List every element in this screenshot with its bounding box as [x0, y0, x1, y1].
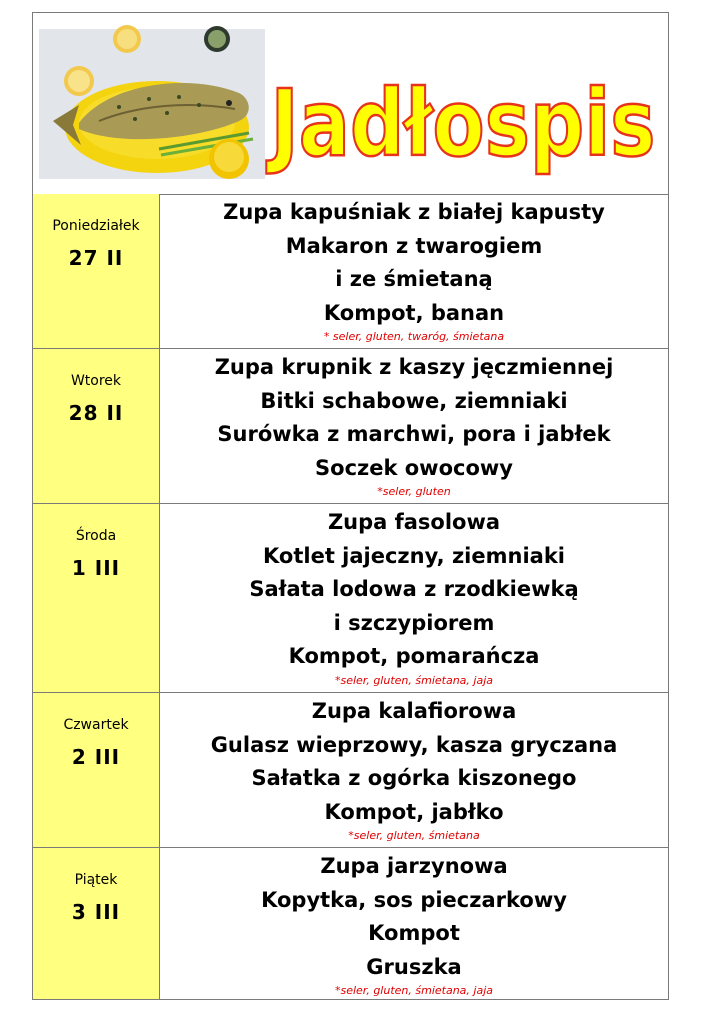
menu-cell	[160, 850, 668, 998]
day-cell	[33, 848, 160, 999]
menu-sheet	[32, 12, 669, 1000]
day-row-monday	[33, 194, 668, 349]
dish-item: Kompot, jabłko	[324, 799, 504, 824]
day-date: 1 III	[71, 556, 121, 580]
dish-item: Kompot, banan	[323, 300, 505, 325]
day-cell	[33, 194, 160, 348]
dish-item: Kopytka, sos pieczarkowy	[261, 887, 567, 912]
dish-item: Zupa fasolowa	[327, 510, 501, 534]
dish-item: Zupa kapuśniak z białej kapusty	[223, 200, 605, 224]
dish-item: Surówka z marchwi, pora i jabłek	[217, 422, 611, 446]
allergen-note: *seler, gluten	[377, 485, 451, 498]
day-cell	[33, 504, 160, 692]
day-row-tuesday	[33, 349, 668, 504]
dish-item: Gulasz wieprzowy, kasza gryczana	[210, 732, 618, 757]
dish-item: Bitki schabowe, ziemniaki	[260, 388, 568, 413]
day-cell	[33, 693, 160, 847]
day-cell	[33, 349, 160, 503]
day-date: 27 II	[68, 246, 124, 270]
dish-item: Zupa jarzynowa	[320, 854, 508, 878]
allergen-note: * seler, gluten, twaróg, śmietana	[323, 330, 505, 343]
page-title: Jadłospis	[265, 70, 656, 177]
menu-cell	[160, 506, 668, 688]
dish-item: Zupa kalafiorowa	[311, 699, 517, 723]
day-row-friday	[33, 848, 668, 999]
dish-item: Soczek owocowy	[315, 455, 513, 480]
dish-item: Zupa krupnik z kaszy jęczmiennej	[214, 355, 614, 379]
day-name: Środa	[75, 528, 117, 544]
dish-item: Gruszka	[366, 954, 462, 979]
dish-item: Kompot	[368, 921, 460, 945]
allergen-note: *seler, gluten, śmietana, jaja	[334, 673, 493, 687]
dish-item: Sałata lodowa z rzodkiewką	[249, 577, 579, 601]
day-date: 2 III	[71, 745, 121, 769]
day-name: Wtorek	[70, 373, 122, 389]
fish-on-plate-icon	[39, 29, 265, 179]
day-row-wednesday	[33, 504, 668, 693]
dish-item: Sałatka z ogórka kiszonego	[251, 766, 577, 790]
day-name: Czwartek	[63, 717, 129, 733]
dish-item: Kompot, pomarańcza	[288, 644, 540, 668]
dish-item: Kotlet jajeczny, ziemniaki	[263, 543, 565, 568]
day-date: 3 III	[71, 900, 121, 924]
dish-item: i szczypiorem	[333, 610, 495, 635]
day-row-thursday	[33, 693, 668, 848]
header	[33, 13, 668, 195]
dish-item: Makaron z twarogiem	[285, 233, 543, 258]
menu-cell	[160, 196, 668, 344]
day-date: 28 II	[68, 401, 124, 425]
day-name: Poniedziałek	[52, 218, 140, 234]
allergen-note: *seler, gluten, śmietana	[348, 829, 480, 842]
dish-item: i ze śmietaną	[335, 267, 493, 291]
allergen-note: *seler, gluten, śmietana, jaja	[334, 984, 493, 997]
day-name: Piątek	[74, 872, 118, 888]
menu-cell	[160, 351, 668, 499]
title-logo	[261, 17, 666, 192]
menu-cell	[160, 695, 668, 843]
